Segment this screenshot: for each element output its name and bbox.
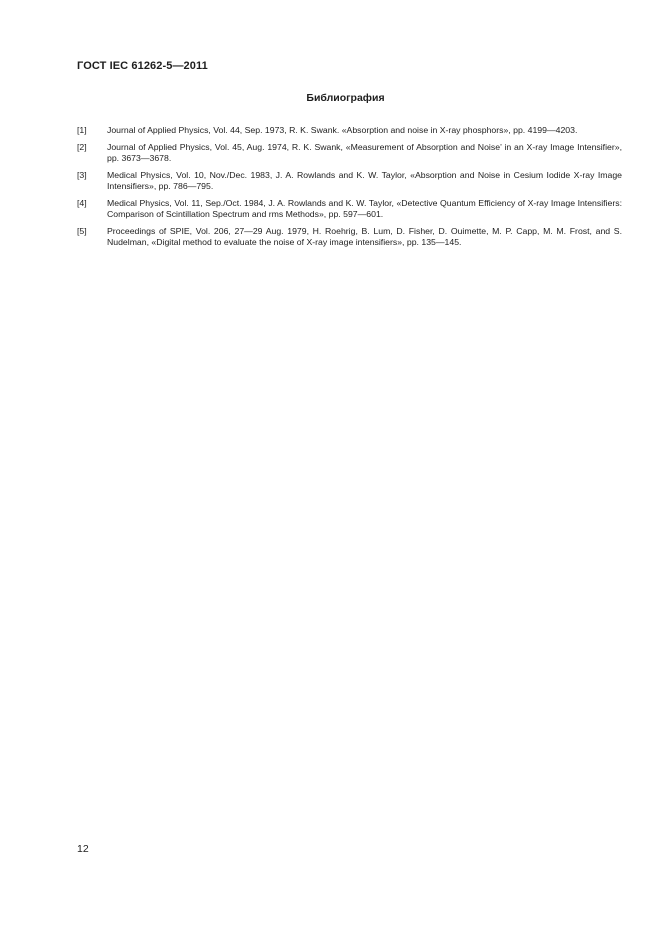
bibliography-entry-text: Journal of Applied Physics, Vol. 44, Sep. 1973, R. K. Swank. «Absorption and noise in X-ray phosphors», pp. 4199—4203. — [107, 125, 578, 135]
bibliography-entry-text: Journal of Applied Physics, Vol. 45, Aug. 1974, R. K. Swank, «Measurement of Absorption and Noise’ in an X-ray Image Intensifier», pp. 3673—3678. — [107, 141, 622, 163]
bibliography-entry — [77, 142, 622, 165]
bibliography-entry-text: Medical Physics, Vol. 10, Nov./Dec. 1983, J. A. Rowlands and K. W. Taylor, «Absorption and Noise in Cesium Iodide X-ray Image Intensifiers», pp. 786—795. — [107, 169, 622, 191]
document-standard-id: ГОСТ IEC 61262-5—2011 — [77, 60, 208, 72]
bibliography-entry — [77, 125, 622, 137]
bibliography-title: Библиография — [306, 92, 385, 104]
bibliography-entry — [77, 198, 622, 221]
page-number: 12 — [77, 843, 89, 855]
bibliography-entry-number: [3] — [77, 169, 87, 180]
bibliography-entry-text: Proceedings of SPIE, Vol. 206, 27—29 Aug. 1979, H. Roehrig, B. Lum, D. Fisher, D. Ouimette, M. P. Capp, M. M. Frost, and S. Nudelman, «Digital method to evaluate the noise of X-ray image intensifiers», pp. 135—145. — [107, 225, 622, 247]
bibliography-entry-text: Medical Physics, Vol. 11, Sep./Oct. 1984, J. A. Rowlands and K. W. Taylor, «Detective Quantum Efficiency of X-ray Image Intensifiers: Comparison of Scintillation Spectrum and rms Methods», pp. 597—601. — [107, 197, 622, 219]
bibliography-entry-number: [2] — [77, 141, 87, 152]
bibliography-entry-number: [4] — [77, 197, 87, 208]
bibliography-entry — [77, 170, 622, 193]
bibliography-entry — [77, 226, 622, 249]
bibliography-list — [77, 125, 622, 254]
bibliography-entry-number: [5] — [77, 225, 87, 236]
bibliography-entry-number: [1] — [77, 125, 87, 135]
